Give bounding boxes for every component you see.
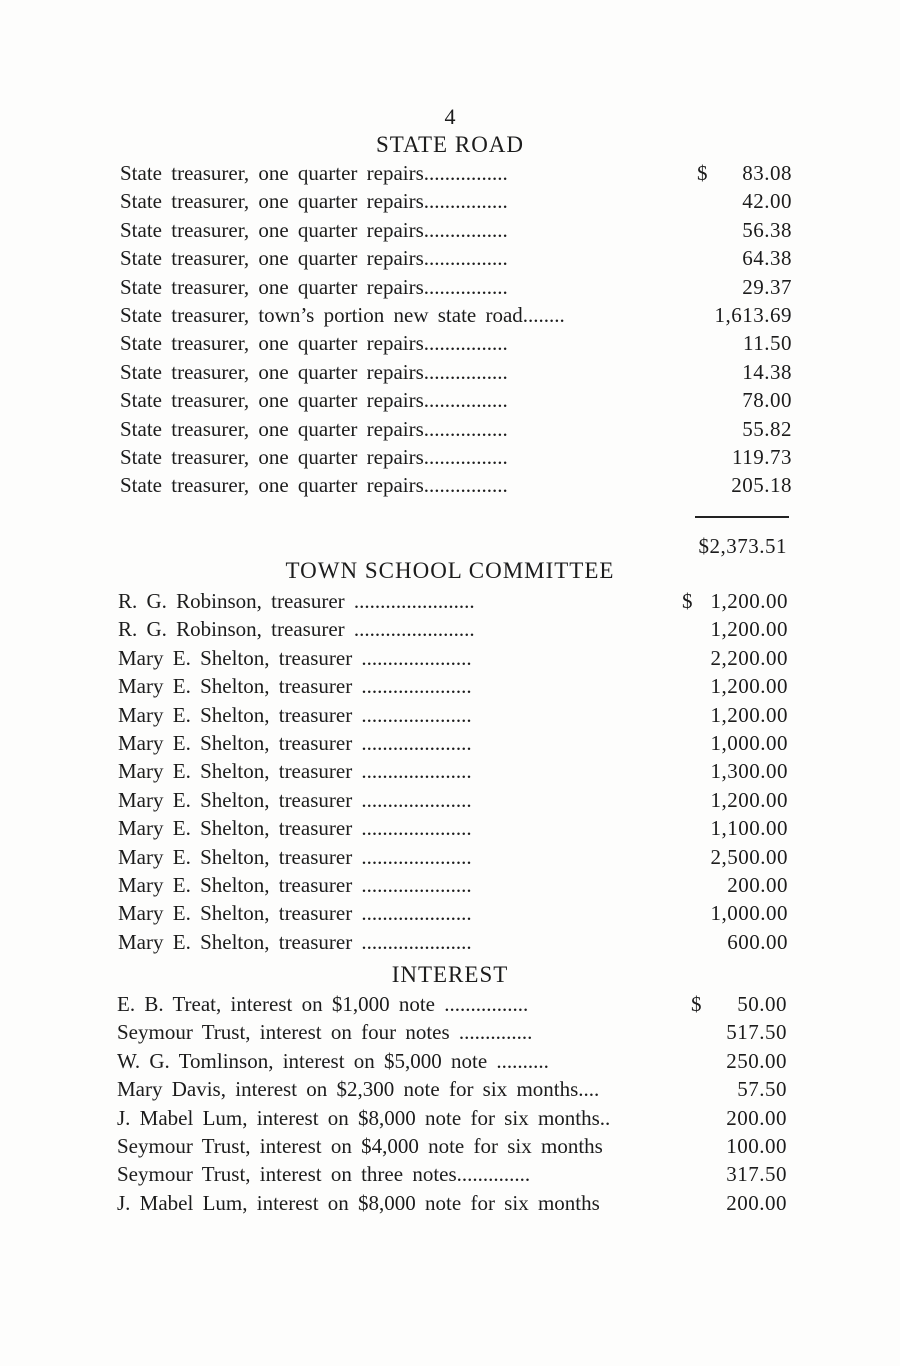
ledger-row [118,899,788,927]
ledger-row [118,644,788,672]
ledger-row [120,415,792,443]
entry-amount: 1,300.00 [710,759,788,784]
entry-description: Mary E. Shelton, treasurer ..................... [118,759,472,784]
entry-amount: 64.38 [742,246,792,271]
page-number: 4 [444,104,456,129]
ledger-row [120,216,792,244]
entry-description: Mary E. Shelton, treasurer ..................... [118,730,472,755]
entry-description: Mary E. Shelton, treasurer ..................... [118,702,472,727]
entry-description: State treasurer, one quarter repairs................ [120,274,508,299]
ledger-row [120,358,792,386]
ledger-row [118,843,788,871]
entry-description: Mary E. Shelton, treasurer ..................... [118,872,472,897]
dollar-sign: $ [697,161,708,185]
entry-amount: 1,200.00 [710,702,788,727]
entry-description: State treasurer, one quarter repairs................ [120,444,508,469]
ledger-row [118,672,788,700]
dollar-sign: $ [682,589,693,613]
entry-amount: 200.00 [727,872,788,897]
entry-amount: 1,200.00 [710,617,788,642]
entry-amount: 517.50 [726,1020,787,1045]
ledger-row [117,1104,787,1132]
entry-description: Seymour Trust, interest on three notes.............. [117,1162,531,1187]
entry-amount: 11.50 [743,331,792,356]
entry-description: W. G. Tomlinson, interest on $5,000 note .......... [117,1048,549,1073]
entry-description: R. G. Robinson, treasurer ....................... [118,617,475,642]
ledger-row [120,386,792,414]
ledger-row [118,757,788,785]
entry-description: State treasurer, one quarter repairs................ [120,388,508,413]
ledger-row [117,1047,787,1075]
entry-description: State treasurer, one quarter repairs................ [120,331,508,356]
entry-description: State treasurer, one quarter repairs................ [120,246,508,271]
entry-description: J. Mabel Lum, interest on $8,000 note for six months.. [117,1105,611,1130]
entry-amount: 56.38 [742,217,792,242]
state-road-total: $2,373.51 [698,534,787,558]
entry-amount: 14.38 [742,359,792,384]
entry-description: J. Mabel Lum, interest on $8,000 note for six months [117,1190,600,1215]
state-road-sum-rule [695,516,789,518]
ledger-row [117,1189,787,1217]
entry-description: E. B. Treat, interest on $1,000 note ................ [117,992,529,1016]
entry-amount: 205.18 [731,473,792,498]
ledger-row [117,990,787,1018]
entry-amount: 55.82 [742,416,792,441]
entry-amount: 29.37 [742,274,792,299]
entry-amount: 1,000.00 [710,901,788,926]
entry-amount: 57.50 [737,1077,787,1102]
entry-description: Mary Davis, interest on $2,300 note for six months.... [117,1077,600,1102]
entry-amount: 1,000.00 [710,730,788,755]
entry-amount: 100.00 [726,1133,787,1158]
town-school-committee-heading: TOWN SCHOOL COMMITTEE [285,558,615,583]
interest-list [117,990,787,1217]
ledger-row [118,786,788,814]
entry-amount: 1,200.00 [710,589,788,613]
entry-description: Mary E. Shelton, treasurer ..................... [118,929,472,954]
entry-description: R. G. Robinson, treasurer ....................... [118,589,475,613]
entry-description: Mary E. Shelton, treasurer ..................... [118,645,472,670]
interest-heading: INTEREST [391,962,509,987]
entry-amount: 78.00 [742,388,792,413]
ledger-row [118,814,788,842]
ledger-row [120,471,792,499]
entry-description: State treasurer, one quarter repairs................ [120,161,508,185]
entry-amount: 50.00 [737,992,787,1016]
entry-description: Seymour Trust, interest on four notes .............. [117,1020,533,1045]
entry-amount: 200.00 [726,1190,787,1215]
ledger-row [118,928,788,956]
ledger-row [118,871,788,899]
entry-amount: 317.50 [726,1162,787,1187]
state-road-list [120,159,792,500]
ledger-row [118,615,788,643]
entry-description: State treasurer, one quarter repairs................ [120,416,508,441]
entry-description: Mary E. Shelton, treasurer ..................... [118,674,472,699]
entry-amount: 2,500.00 [710,844,788,869]
entry-amount: 1,100.00 [710,816,788,841]
entry-amount: 119.73 [732,444,792,469]
entry-amount: 200.00 [726,1105,787,1130]
entry-description: Seymour Trust, interest on $4,000 note for six months [117,1133,603,1158]
ledger-row [117,1132,787,1160]
ledger-row [120,187,792,215]
entry-description: Mary E. Shelton, treasurer ..................... [118,787,472,812]
ledger-row [120,443,792,471]
town-school-committee-list [118,587,788,956]
ledger-row [120,273,792,301]
entry-amount: 600.00 [727,929,788,954]
entry-amount: 83.08 [742,161,792,185]
ledger-row [117,1160,787,1188]
ledger-row [117,1075,787,1103]
entry-description: State treasurer, one quarter repairs................ [120,217,508,242]
entry-amount: 1,613.69 [714,302,792,327]
entry-description: State treasurer, town’s portion new state road........ [120,302,565,327]
state-road-heading: STATE ROAD [375,132,525,157]
ledger-row [120,159,792,187]
entry-amount: 42.00 [742,189,792,214]
ledger-row [120,329,792,357]
ledger-row [118,587,788,615]
entry-description: State treasurer, one quarter repairs................ [120,473,508,498]
ledger-row [118,729,788,757]
entry-description: Mary E. Shelton, treasurer ..................... [118,816,472,841]
ledger-row [120,301,792,329]
entry-description: Mary E. Shelton, treasurer ..................... [118,901,472,926]
ledger-row [118,701,788,729]
entry-description: State treasurer, one quarter repairs................ [120,189,508,214]
ledger-row [120,244,792,272]
entry-description: State treasurer, one quarter repairs................ [120,359,508,384]
entry-amount: 1,200.00 [710,787,788,812]
entry-amount: 2,200.00 [710,645,788,670]
entry-description: Mary E. Shelton, treasurer ..................... [118,844,472,869]
entry-amount: 250.00 [726,1048,787,1073]
ledger-row [117,1018,787,1046]
dollar-sign: $ [691,992,702,1016]
entry-amount: 1,200.00 [710,674,788,699]
